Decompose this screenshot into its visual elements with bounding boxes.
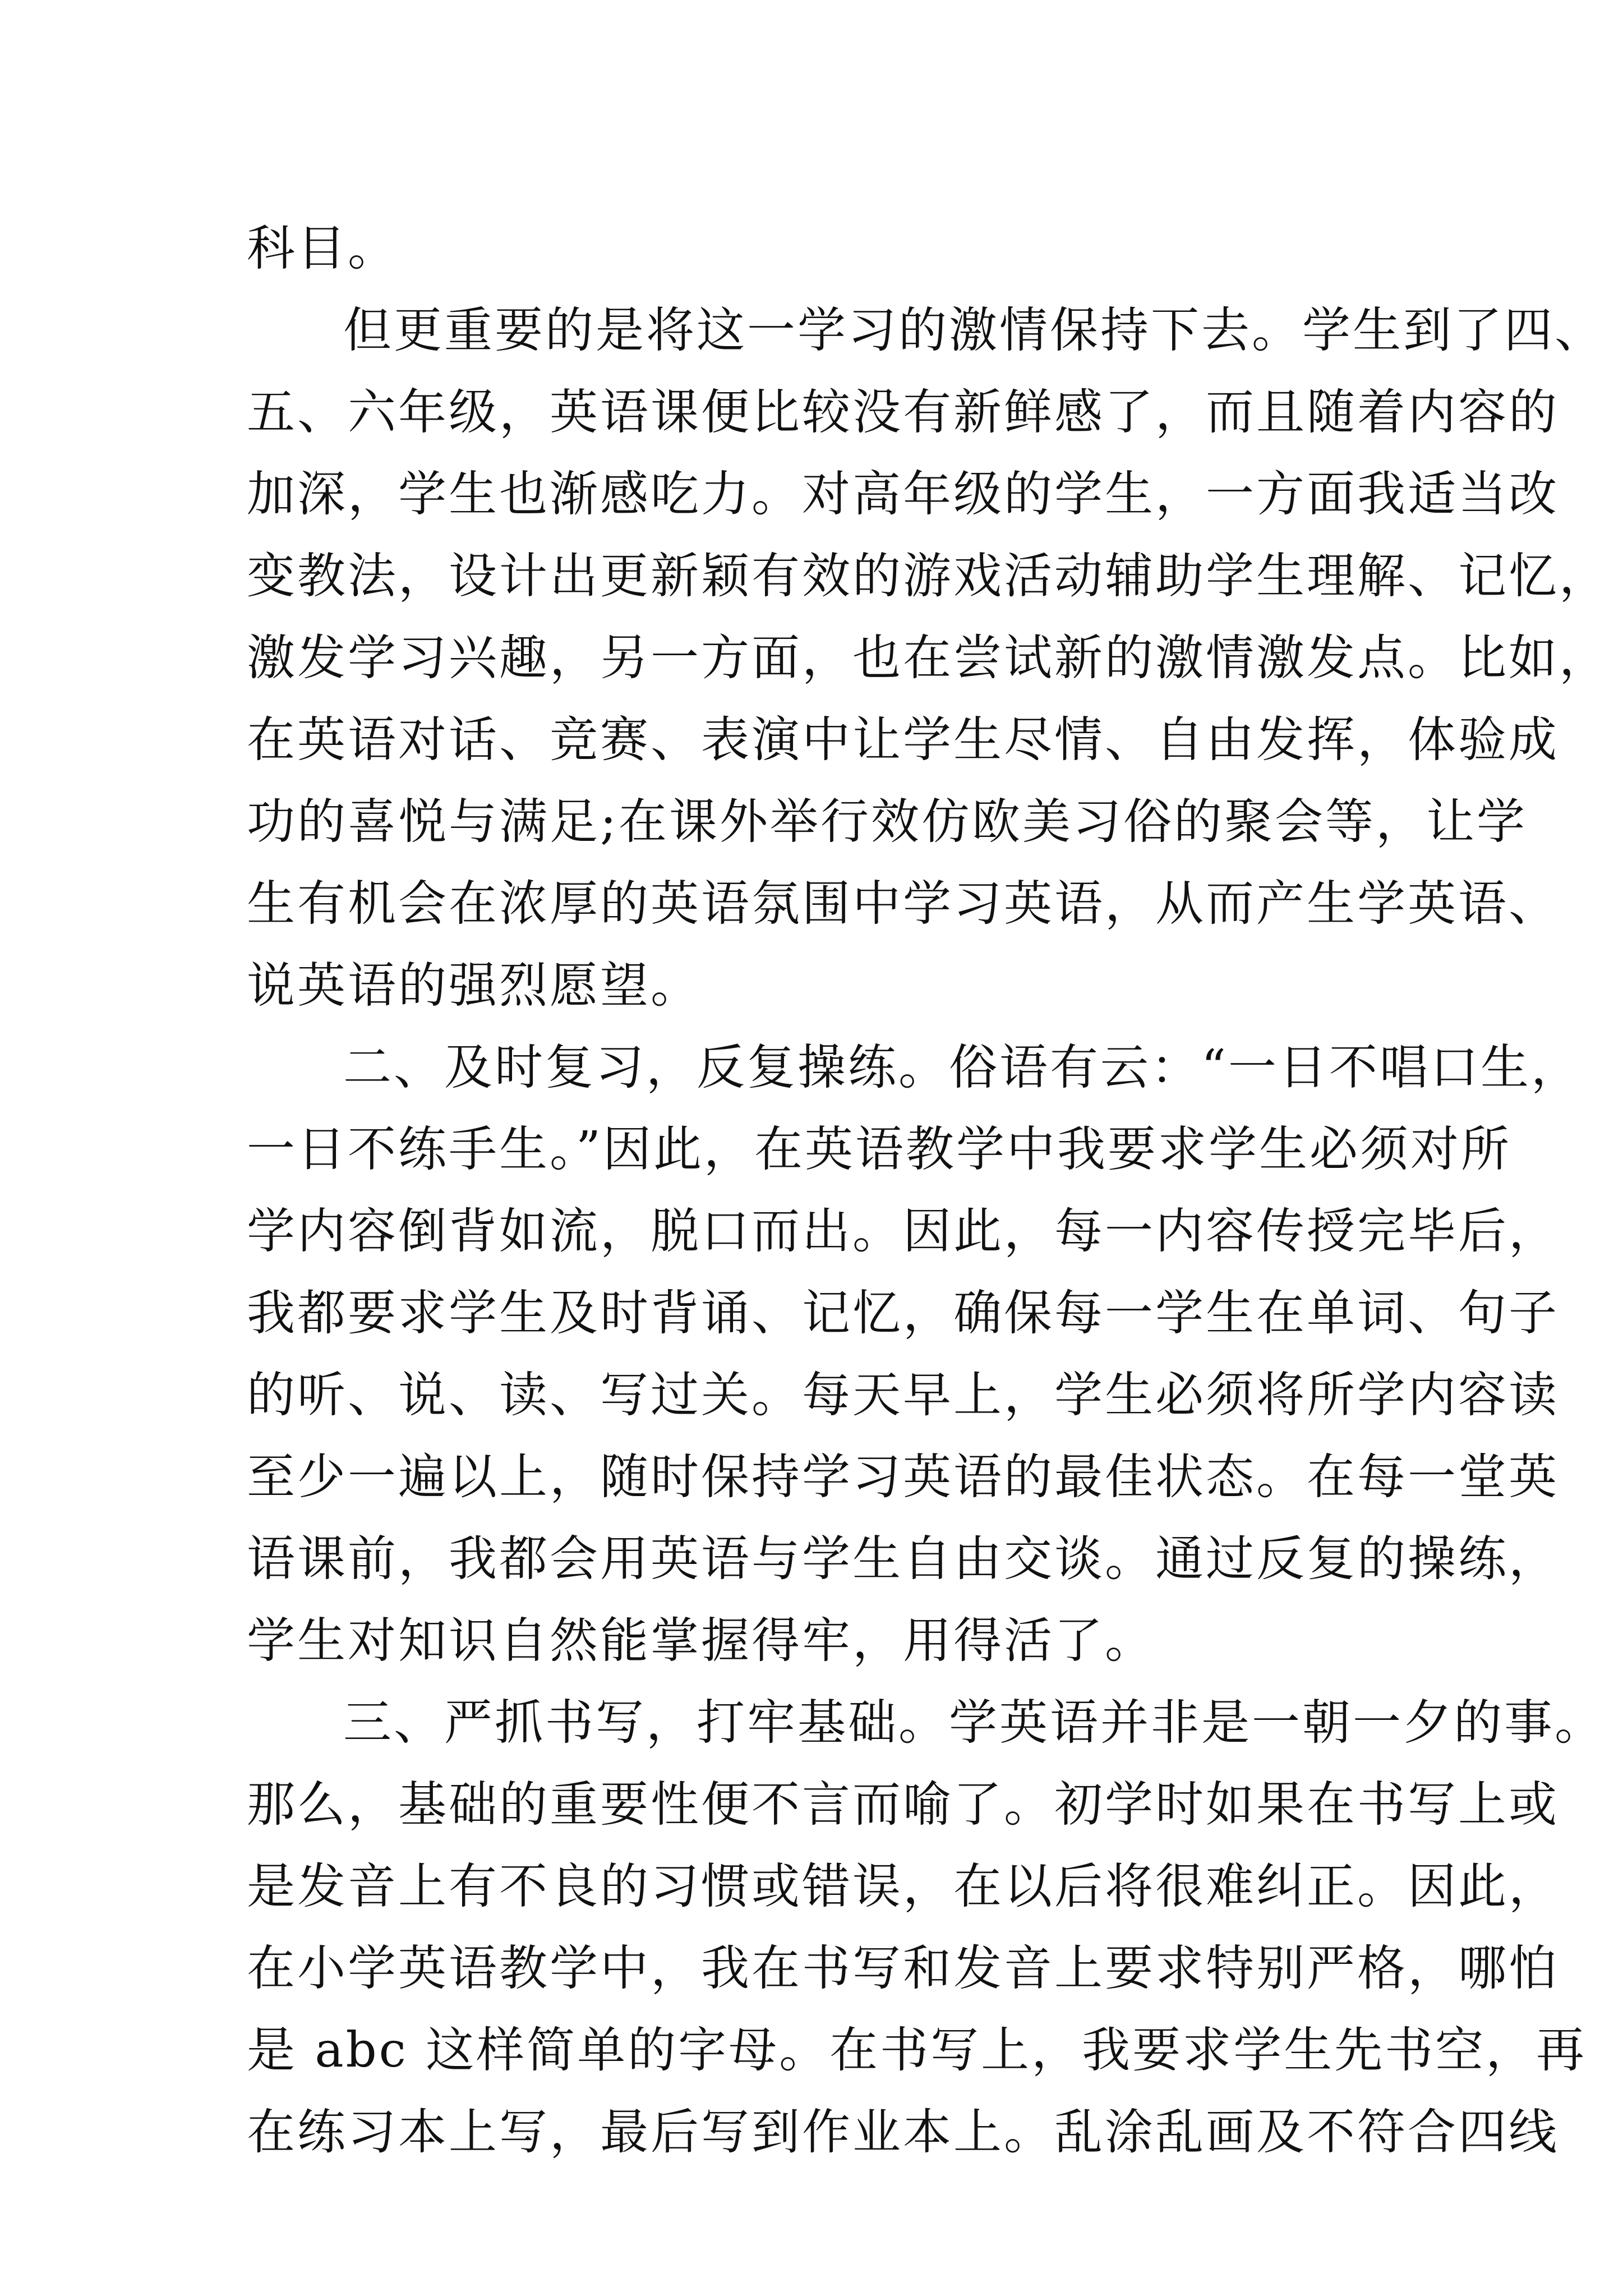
text-line: 说英语的强烈愿望。	[247, 958, 701, 1014]
text-line: 在小学英语教学中，我在书写和发音上要求特别严格，哪怕	[247, 1940, 1559, 1996]
text-line: 是 abc 这样简单的字母。在书写上，我要求学生先书空，再	[247, 2022, 1587, 2078]
text-line: 我都要求学生及时背诵、记忆，确保每一学生在单词、句子	[247, 1285, 1559, 1341]
text-line: 五、六年级，英语课便比较没有新鲜感了，而且随着内容的	[247, 384, 1559, 440]
text-line: 科目。	[247, 220, 398, 277]
paragraph-start-line: 二、及时复习，反复操练。俗语有云：“一日不唱口生，	[343, 1039, 1581, 1096]
text-line: 功的喜悦与满足;在课外举行效仿欧美习俗的聚会等，让学	[247, 794, 1527, 850]
text-line: 那么，基础的重要性便不言而喻了。初学时如果在书写上或	[247, 1777, 1559, 1833]
text-line: 学生对知识自然能掌握得牢，用得活了。	[247, 1613, 1155, 1669]
text-line: 至少一遍以上，随时保持学习英语的最佳状态。在每一堂英	[247, 1449, 1559, 1505]
text-line: 在练习本上写，最后写到作业本上。乱涂乱画及不符合四线	[247, 2104, 1559, 2160]
text-line: 的听、说、读、写过关。每天早上，学生必须将所学内容读	[247, 1367, 1559, 1423]
paragraph-start-line: 三、严抓书写，打牢基础。学英语并非是一朝一夕的事。	[343, 1695, 1605, 1751]
text-line: 加深，学生也渐感吃力。对高年级的学生，一方面我适当改	[247, 466, 1559, 522]
text-line: 是发音上有不良的习惯或错误，在以后将很难纠正。因此，	[247, 1858, 1559, 1915]
text-line: 学内容倒背如流，脱口而出。因此，每一内容传授完毕后，	[247, 1203, 1559, 1259]
text-line: 语课前，我都会用英语与学生自由交谈。通过反复的操练，	[247, 1531, 1559, 1587]
text-line: 激发学习兴趣，另一方面，也在尝试新的激情激发点。比如，	[247, 630, 1610, 686]
text-line: 一日不练手生。”因此，在英语教学中我要求学生必须对所	[247, 1121, 1511, 1177]
document-body	[247, 208, 1610, 2173]
text-line: 在英语对话、竞赛、表演中让学生尽情、自由发挥，体验成	[247, 712, 1559, 768]
paragraph-start-line: 但更重要的是将这一学习的激情保持下去。学生到了四、	[343, 302, 1605, 358]
text-line: 变教法，设计出更新颖有效的游戏活动辅助学生理解、记忆，	[247, 548, 1610, 604]
text-line: 生有机会在浓厚的英语氛围中学习英语，从而产生学英语、	[247, 876, 1559, 932]
